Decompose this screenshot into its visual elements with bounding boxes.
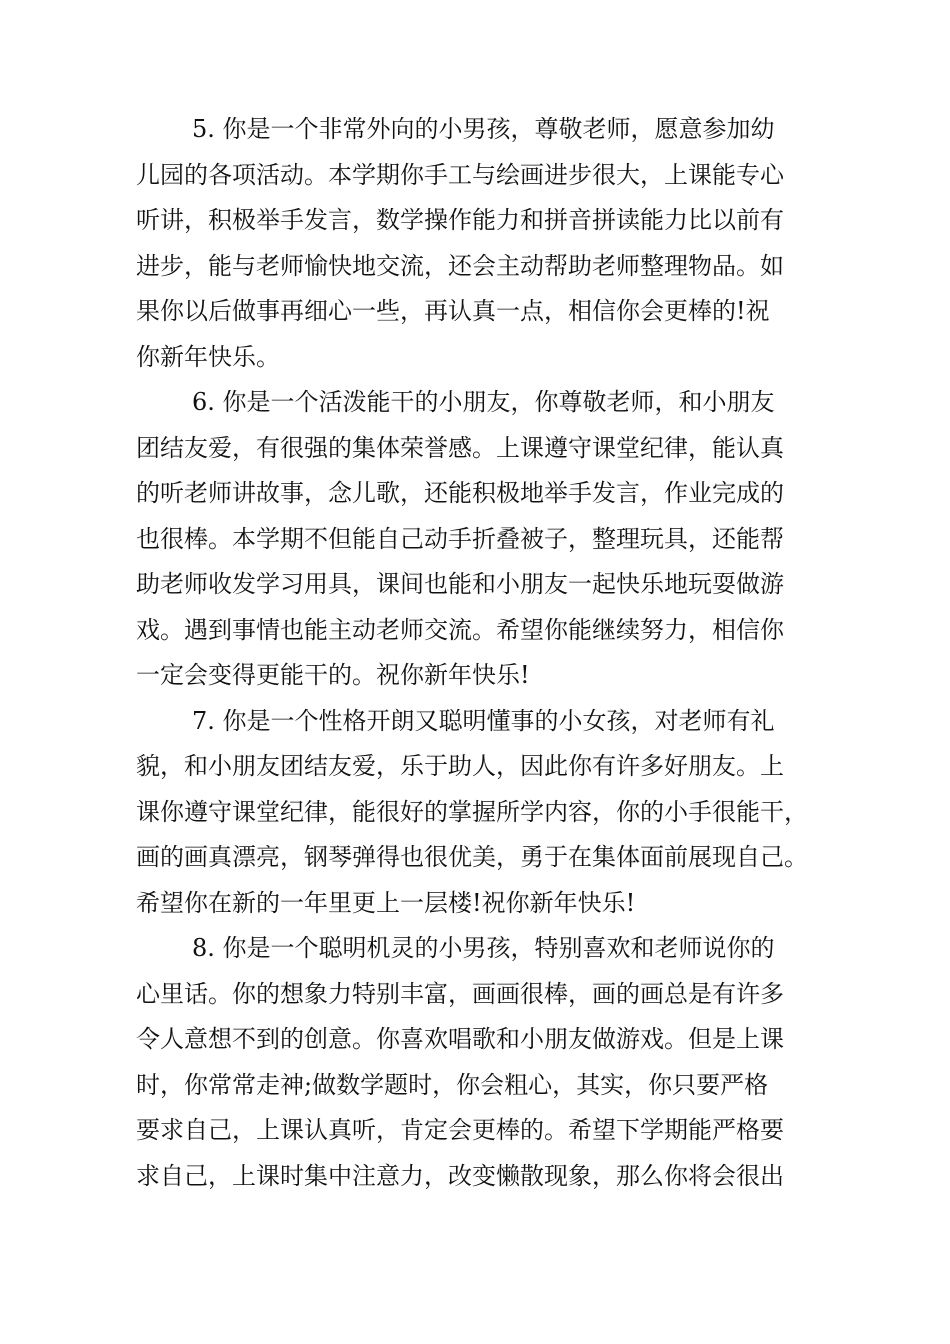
comment-paragraph-5 <box>136 107 836 380</box>
text-line: 的听老师讲故事，念儿歌，还能积极地举手发言，作业完成的 <box>136 479 784 507</box>
text-line: 画的画真漂亮，钢琴弹得也很优美，勇于在集体面前展现自己。 <box>136 843 808 871</box>
text-line: 进步，能与老师愉快地交流，还会主动帮助老师整理物品。如 <box>136 251 784 280</box>
text-line: 心里话。你的想象力特别丰富，画画很棒，画的画总是有许多 <box>136 979 784 1008</box>
text-line: 5. 你是一个非常外向的小男孩，尊敬老师，愿意参加幼 <box>192 115 775 143</box>
text-line: 希望你在新的一年里更上一层楼!祝你新年快乐! <box>136 888 636 917</box>
text-line: 要求自己，上课认真听，肯定会更棒的。希望下学期能严格要 <box>136 1116 784 1144</box>
text-line: 也很棒。本学期不但能自己动手折叠被子，整理玩具，还能帮 <box>136 524 784 553</box>
text-line: 时，你常常走神;做数学题时，你会粗心，其实，你只要严格 <box>136 1070 769 1099</box>
text-line: 团结友爱，有很强的集体荣誉感。上课遵守课堂纪律，能认真 <box>136 433 784 462</box>
text-line: 貌，和小朋友团结友爱，乐于助人，因此你有许多好朋友。上 <box>136 752 784 780</box>
text-line: 8. 你是一个聪明机灵的小男孩，特别喜欢和老师说你的 <box>192 934 775 962</box>
text-line: 令人意想不到的创意。你喜欢唱歌和小朋友做游戏。但是上课 <box>136 1025 784 1053</box>
text-line: 助老师收发学习用具，课间也能和小朋友一起快乐地玩耍做游 <box>136 570 784 598</box>
text-line: 求自己，上课时集中注意力，改变懒散现象，那么你将会很出 <box>136 1161 784 1190</box>
comment-paragraph-6 <box>136 380 836 699</box>
comment-paragraph-8 <box>136 926 836 1199</box>
text-line: 7. 你是一个性格开朗又聪明懂事的小女孩，对老师有礼 <box>192 706 775 735</box>
text-line: 6. 你是一个活泼能干的小朋友，你尊敬老师，和小朋友 <box>192 388 775 416</box>
text-line: 一定会变得更能干的。祝你新年快乐! <box>136 661 530 689</box>
text-line: 戏。遇到事情也能主动老师交流。希望你能继续努力，相信你 <box>136 615 784 644</box>
text-line: 听讲，积极举手发言，数学操作能力和拼音拼读能力比以前有 <box>136 206 784 234</box>
text-line: 课你遵守课堂纪律，能很好的掌握所学内容，你的小手很能干， <box>136 797 808 826</box>
text-line: 儿园的各项活动。本学期你手工与绘画进步很大，上课能专心 <box>136 160 784 189</box>
comment-paragraph-7 <box>136 699 836 927</box>
text-line: 你新年快乐。 <box>136 342 280 371</box>
document-body <box>136 107 836 1199</box>
text-line: 果你以后做事再细心一些，再认真一点，相信你会更棒的!祝 <box>136 297 770 325</box>
